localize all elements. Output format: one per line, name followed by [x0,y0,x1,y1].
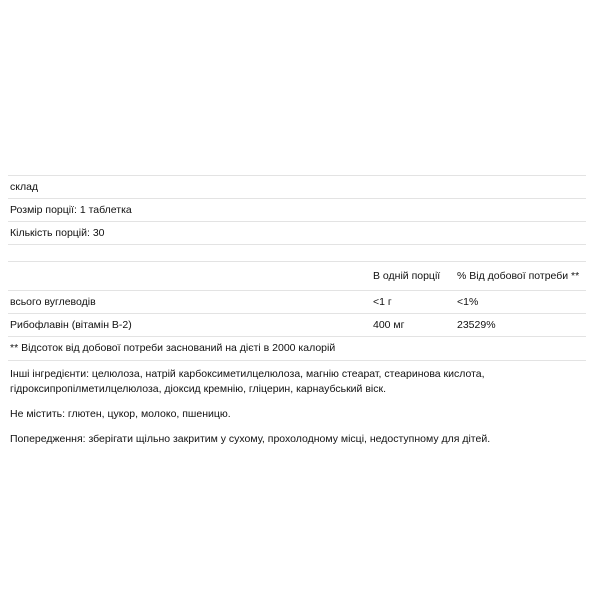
column-header-daily-value: % Від добової потреби ** [457,270,580,282]
serving-size: Розмір порції: 1 таблетка [10,204,132,216]
serving-size-row [8,199,586,222]
section-divider [8,245,586,262]
daily-value-footnote-row [8,337,586,361]
nutrient-daily-value: 23529% [457,319,496,331]
other-ingredients-line-2: гідроксипропілметилцелюлоза, діоксид кремнію, гліцерин, карнаубський віск. [10,383,386,395]
table-row [8,291,586,314]
warning-statement: Попередження: зберігати щільно закритим у сухому, прохолодному місці, недоступному для дітей. [10,433,491,445]
nutrient-amount: <1 г [373,296,392,308]
column-header-per-serving: В одній порції [373,270,441,282]
nutrient-amount: 400 мг [373,319,405,331]
other-ingredients [8,361,586,397]
composition-heading-row [8,175,586,199]
free-from-statement: Не містить: глютен, цукор, молоко, пшеницю. [10,408,231,420]
table-header-row [8,262,586,291]
supplement-facts-panel [8,175,586,447]
nutrient-name: Рибофлавін (вітамін B-2) [10,319,132,331]
nutrient-daily-value: <1% [457,296,479,308]
composition-heading: склад [10,181,39,193]
warning-block [8,422,586,447]
nutrient-name: всього вуглеводів [10,296,96,308]
table-row [8,314,586,337]
servings-per-container-row [8,222,586,245]
daily-value-footnote: ** Відсоток від добової потреби заснований на дієті в 2000 калорій [10,342,336,354]
other-ingredients-line-1: Інші інгредієнти: целюлоза, натрій карбоксиметилцелюлоза, магнію стеарат, стеаринова кислота, [10,368,485,380]
servings-per-container: Кількість порцій: 30 [10,227,105,239]
free-from-block [8,397,586,422]
